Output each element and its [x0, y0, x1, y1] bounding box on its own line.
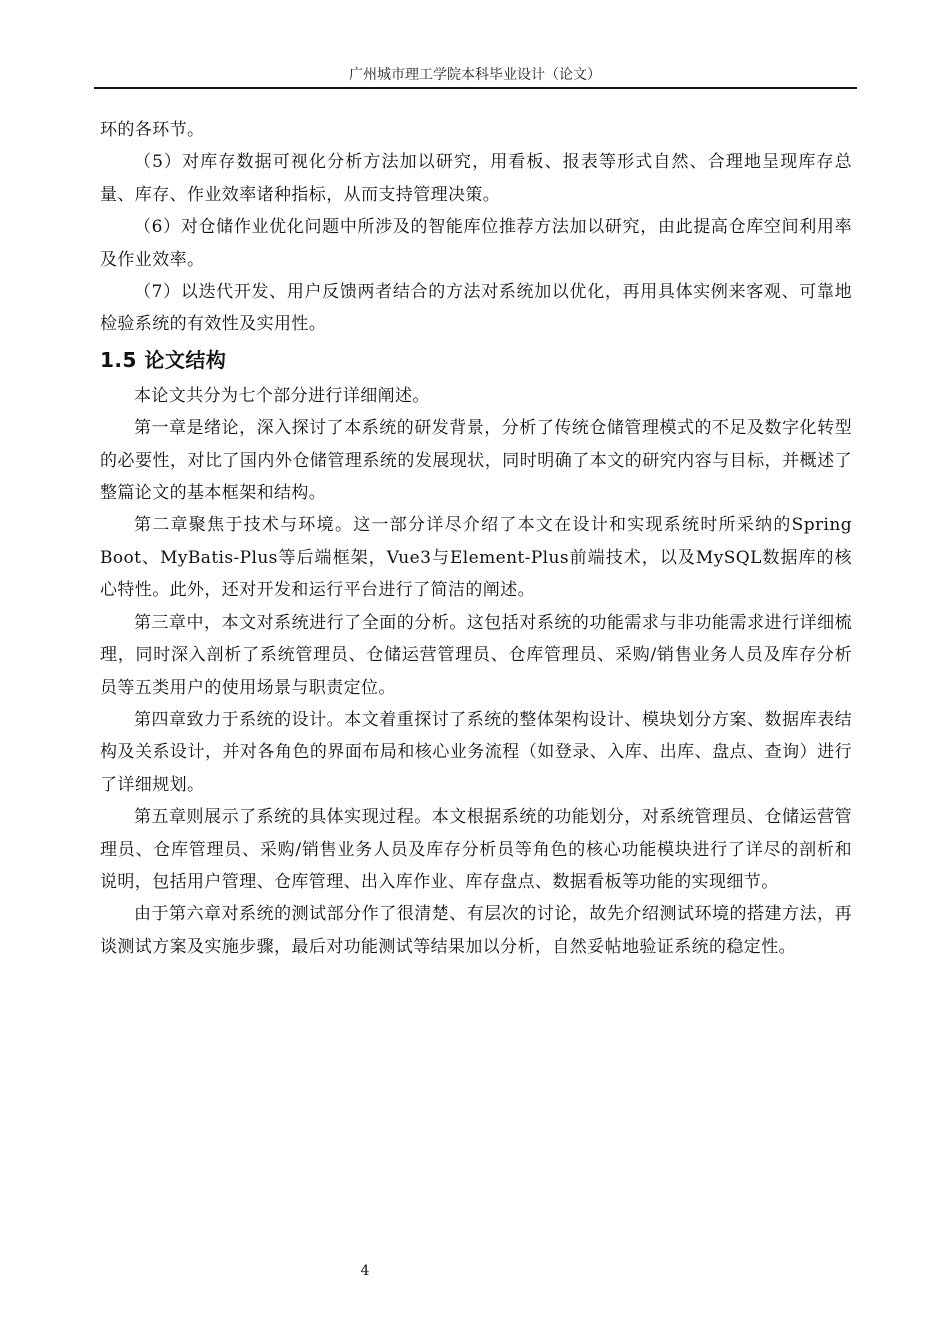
page-body [100, 114, 852, 963]
page-number: 4 [360, 1263, 370, 1279]
header-divider [94, 87, 857, 89]
section-heading: 1.5 论文结构 [100, 347, 227, 372]
paragraph-chapter-1: 第一章是绪论，深入探讨了本系统的研发背景，分析了传统仓储管理模式的不足及数字化转型的必要性，对比了国内外仓储管理系统的发展现状，同时明确了本文的研究内容与目标，并概述了整篇论文的基本框架和结构。 [100, 418, 852, 504]
paragraph-chapter-5: 第五章则展示了系统的具体实现过程。本文根据系统的功能划分，对系统管理员、仓储运营管理员、仓库管理员、采购/销售业务人员及库存分析员等角色的核心功能模块进行了详尽的剖析和说明，包括用户管理、仓库管理、出入库作业、库存盘点、数据看板等功能的实现细节。 [100, 807, 852, 892]
page-header-title: 广州城市理工学院本科毕业设计（论文） [349, 67, 601, 83]
paragraph-continuation: 环的各环节。 [100, 120, 205, 140]
paragraph-overview: 本论文共分为七个部分进行详细阐述。 [134, 385, 430, 406]
paragraph-item-5: （5）对库存数据可视化分析方法加以研究，用看板、报表等形式自然、合理地呈现库存总量、库存、作业效率诸种指标，从而支持管理决策。 [100, 152, 852, 205]
paragraph-chapter-2: 第二章聚焦于技术与环境。这一部分详尽介绍了本文在设计和实现系统时所采纳的Spring Boot、MyBatis-Plus等后端框架，Vue3与Element-Plus前端技术，以及MySQL数据库的核心特性。此外，还对开发和运行平台进行了简洁的阐述。 [100, 515, 852, 601]
paragraph-chapter-3: 第三章中，本文对系统进行了全面的分析。这包括对系统的功能需求与非功能需求进行详细梳理，同时深入剖析了系统管理员、仓储运营管理员、仓库管理员、采购/销售业务人员及库存分析员等五类用户的使用场景与职责定位。 [100, 612, 852, 698]
paragraph-item-7: （7）以迭代开发、用户反馈两者结合的方法对系统加以优化，再用具体实例来客观、可靠地检验系统的有效性及实用性。 [100, 282, 852, 335]
paragraph-chapter-4: 第四章致力于系统的设计。本文着重探讨了系统的整体架构设计、模块划分方案、数据库表结构及关系设计，并对各角色的界面布局和核心业务流程（如登录、入库、出库、盘点、查询）进行了详细规划。 [100, 709, 852, 795]
paragraph-chapter-6: 由于第六章对系统的测试部分作了很清楚、有层次的讨论，故先介绍测试环境的搭建方法，再谈测试方案及实施步骤，最后对功能测试等结果加以分析，自然妥帖地验证系统的稳定性。 [100, 904, 852, 957]
paragraph-item-6: （6）对仓储作业优化问题中所涉及的智能库位推荐方法加以研究，由此提高仓库空间利用率及作业效率。 [100, 217, 852, 270]
